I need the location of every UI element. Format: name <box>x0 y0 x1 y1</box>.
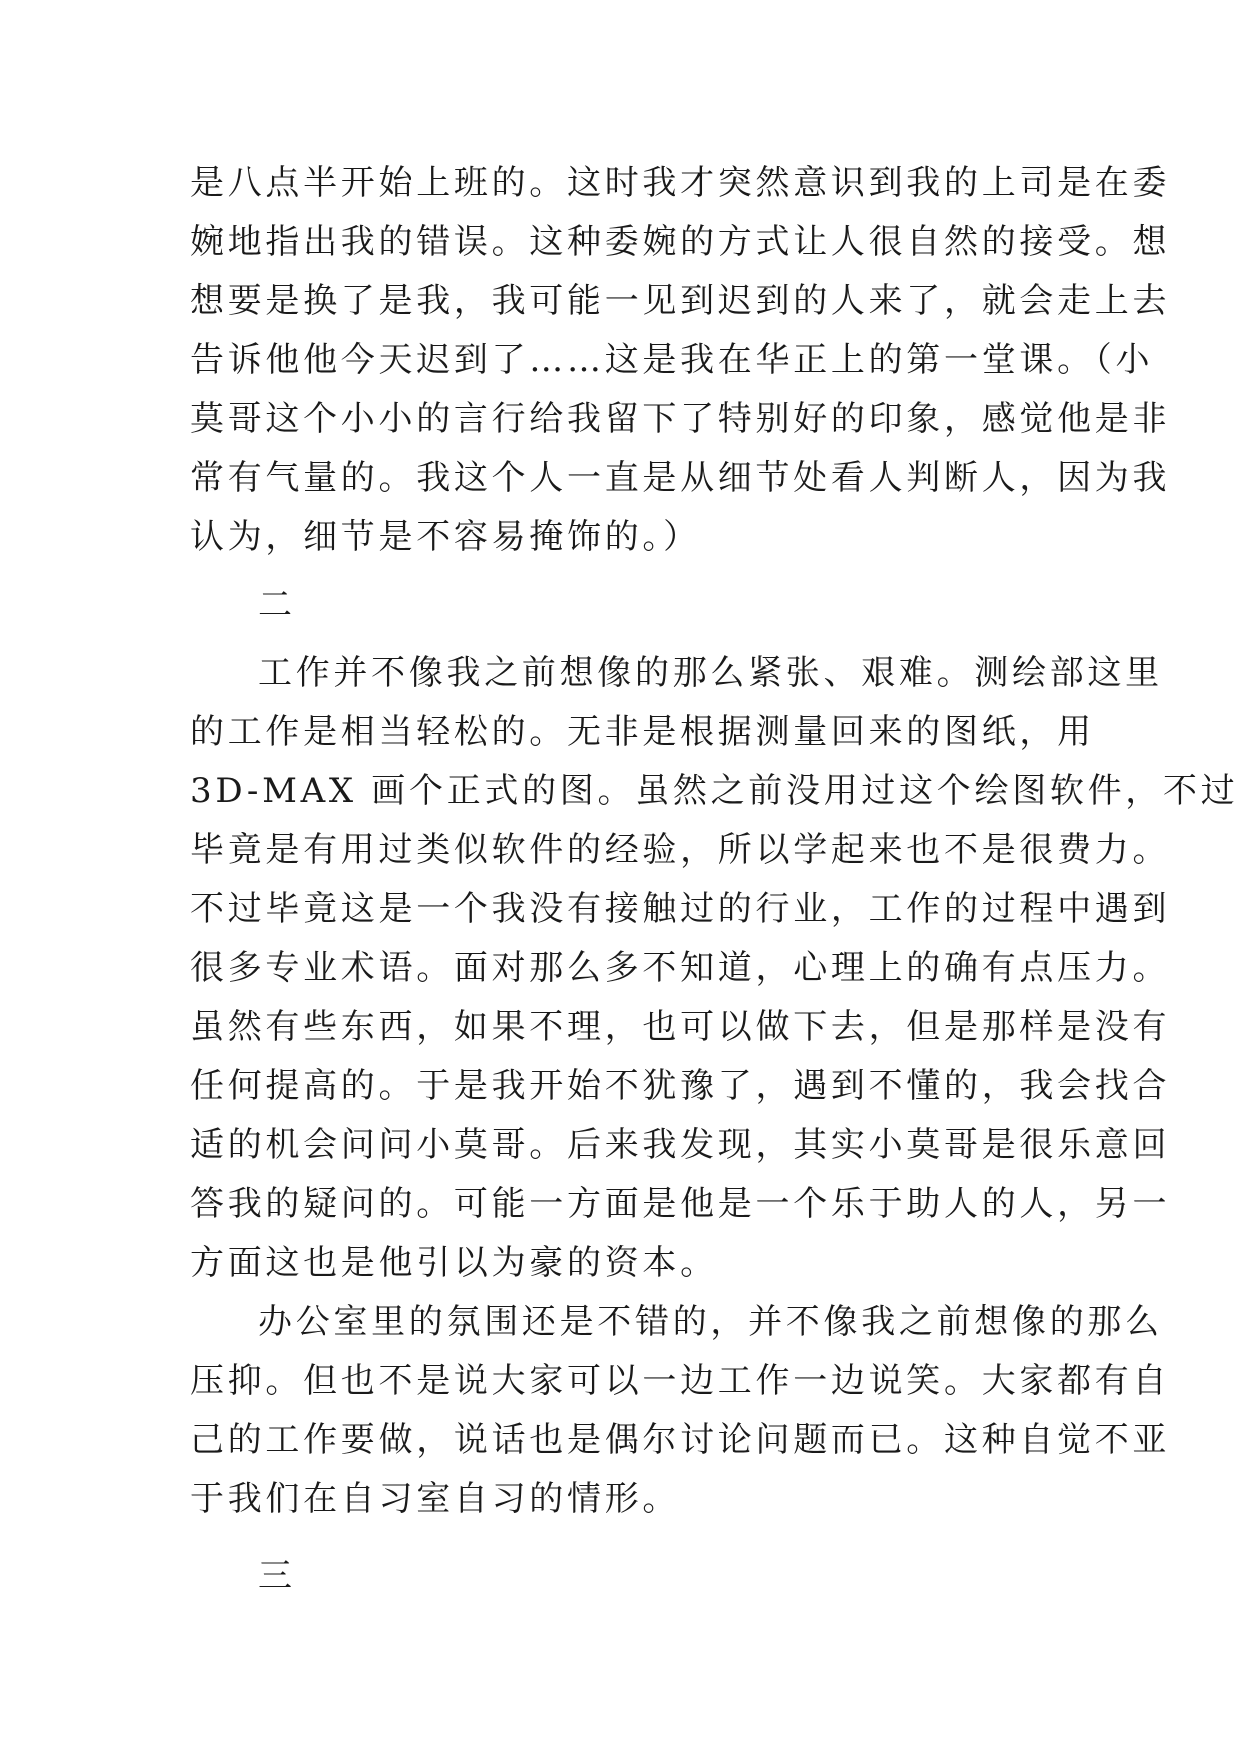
paragraph-1 <box>190 154 1171 567</box>
text-line: 3D-MAX 画个正式的图。虽然之前没用过这个绘图软件，不过 <box>190 771 1239 811</box>
text-line: 适的机会问问小莫哥。后来我发现，其实小莫哥是很乐意回 <box>190 1125 1171 1165</box>
text-line: 答我的疑问的。可能一方面是他是一个乐于助人的人，另一 <box>190 1184 1171 1224</box>
paragraph-2 <box>190 644 1239 1293</box>
document-body <box>190 154 1239 1606</box>
text-line: 压抑。但也不是说大家可以一边工作一边说笑。大家都有自 <box>190 1361 1171 1401</box>
text-line: 己的工作要做，说话也是偶尔讨论问题而已。这种自觉不亚 <box>190 1420 1171 1460</box>
section-heading-2: 二 <box>258 585 296 625</box>
text-line: 常有气量的。我这个人一直是从细节处看人判断人，因为我 <box>190 458 1171 498</box>
text-line: 毕竟是有用过类似软件的经验，所以学起来也不是很费力。 <box>190 830 1171 870</box>
text-line: 告诉他他今天迟到了……这是我在华正上的第一堂课。（小 <box>190 340 1154 380</box>
text-line: 很多专业术语。面对那么多不知道，心理上的确有点压力。 <box>190 948 1171 988</box>
text-line: 办公室里的氛围还是不错的，并不像我之前想像的那么 <box>258 1302 1163 1342</box>
text-line: 莫哥这个小小的言行给我留下了特别好的印象，感觉他是非 <box>190 399 1171 439</box>
text-line: 是八点半开始上班的。这时我才突然意识到我的上司是在委 <box>190 163 1171 203</box>
text-line: 的工作是相当轻松的。无非是根据测量回来的图纸，用 <box>190 712 1095 752</box>
text-line: 婉地指出我的错误。这种委婉的方式让人很自然的接受。想 <box>190 222 1171 262</box>
text-line: 方面这也是他引以为豪的资本。 <box>190 1243 718 1283</box>
text-line: 虽然有些东西，如果不理，也可以做下去，但是那样是没有 <box>190 1007 1171 1047</box>
section-heading-3: 三 <box>258 1556 296 1596</box>
text-line: 想要是换了是我，我可能一见到迟到的人来了，就会走上去 <box>190 281 1171 321</box>
paragraph-3 <box>190 1293 1171 1529</box>
text-line: 不过毕竟这是一个我没有接触过的行业，工作的过程中遇到 <box>190 889 1171 929</box>
text-line: 工作并不像我之前想像的那么紧张、艰难。测绘部这里 <box>258 653 1163 693</box>
text-line: 认为，细节是不容易掩饰的。） <box>190 517 701 557</box>
text-line: 任何提高的。于是我开始不犹豫了，遇到不懂的，我会找合 <box>190 1066 1171 1106</box>
text-line: 于我们在自习室自习的情形。 <box>190 1479 681 1519</box>
